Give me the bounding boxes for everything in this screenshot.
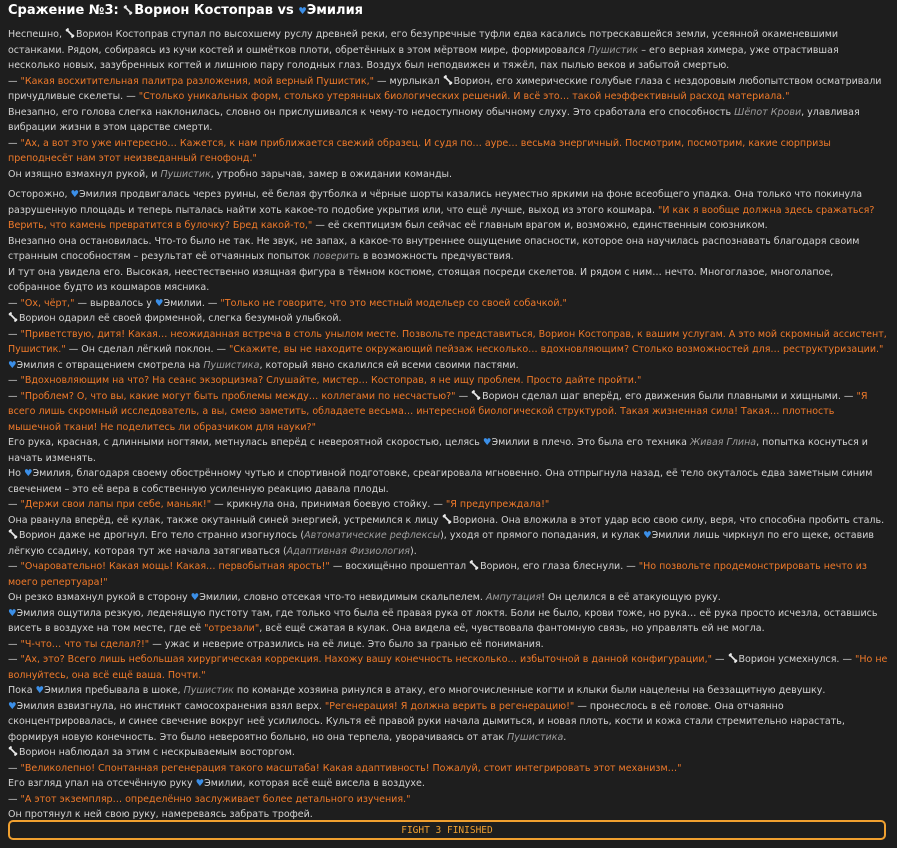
fight-finished-button[interactable] — [8, 820, 886, 840]
narration-text: — крикнула она, принимая боевую стойку. — — [211, 499, 446, 510]
dialogue-quote: "Ах, а вот это уже интересно… Кажется, к нам приближается свежий образец. И судя по… ауре… весьма энергичный. Посмотрим, посмотрим, какие сюрпризы преподнесёт нам этот неизведанный генофонд." — [8, 137, 831, 164]
narration-text: — — [8, 638, 21, 650]
narration-text: ), уходя от прямого попадания, и кулак — [440, 530, 644, 541]
blue-heart-icon: ♥ — [23, 468, 33, 479]
bone-icon — [8, 313, 19, 324]
narration-text: , утробно зарычав, замер в ожидании команды. — [210, 168, 453, 180]
dialogue-quote: "Но не волнуйтесь, она всё ещё ваша. Почти." — [8, 654, 888, 681]
blue-heart-icon: ♥ — [482, 437, 492, 448]
dialogue-quote: "Ч-что… что ты сделал?!" — [20, 638, 150, 650]
narration-text: Неспешно, — [8, 29, 66, 40]
blue-heart-icon: ♥ — [298, 6, 307, 17]
bone-icon — [65, 29, 76, 40]
story-paragraph — [8, 105, 889, 136]
story-paragraph — [8, 265, 889, 296]
dialogue-quote: "Регенерация! Я должна верить в регенерацию!" — [324, 700, 575, 712]
blue-heart-icon: ♥ — [154, 297, 164, 309]
narration-text: Пока — [8, 685, 36, 696]
narration-text: Эмилии, которая всё ещё висела в воздухе. — [204, 778, 425, 789]
story-paragraph — [8, 466, 889, 497]
story-paragraph — [8, 792, 889, 808]
dialogue-quote: "Великолепно! Спонтанная регенерация такого масштаба! Какая адаптивность! Пожалуй, стоит интегрировать этот механизм…" — [20, 762, 682, 774]
narration-text: — восхищённо прошептал — [329, 561, 470, 572]
dialogue-quote: "Какая восхитительная палитра разложения, мой верный Пушистик," — [20, 75, 374, 87]
narration-text: Его рука, красная, с длинными ногтями, метнулась вперёд с невероятной скоростью, целясь — [8, 437, 483, 448]
narration-text: Внезапно, его голова слегка наклонилась, словно он прислушивался к чему-то недоступному обычному слуху. Это сработала его способность — [8, 106, 735, 118]
narration-text: Ворион даже не дрогнул. Его тело странно изогнулось ( — [19, 530, 305, 541]
story-paragraph — [8, 745, 889, 761]
narration-text: Ворион, его химерические голубые глаза с нездоровым любопытством осматривали причудливые скелеты. — — [8, 75, 882, 102]
narration-text: — — [8, 561, 21, 572]
narration-text: — — [711, 654, 728, 665]
narration-text: Эмилии, словно отсекая что-то невидимым скальпелем. — [199, 592, 486, 603]
dialogue-quote: "Но позвольте продемонстрировать нечто из моего репертуара!" — [8, 561, 867, 588]
fighter-1-name: Ворион Костоправ — [134, 3, 273, 18]
dialogue-quote: "Вдохновляющим на что? На сеанс экзорцизма? Слушайте, мистер… Костоправ, я не ищу проблем. Просто дайте пройти." — [20, 375, 642, 386]
bone-icon — [8, 747, 19, 758]
narration-text: , попытка коснуться и начать изменять. — [8, 437, 868, 464]
narration-text: Эмилии лишь чиркнул по его щеке, оставив лёгкую ссадину, которая тут же начала затягиваться ( — [8, 530, 874, 557]
story-paragraph — [8, 27, 889, 74]
narration-text: Эмилия ощутила резкую, леденящую пустоту там, где только что была её правая рука от локтя. Боли не было, крови тоже, но рука… её рука просто исчезла, оставшись висеть в воздухе на том месте, где её — [8, 607, 878, 634]
ability-term: Пушистика — [507, 731, 564, 743]
story-paragraph — [8, 776, 889, 792]
fighter-2-name: Эмилия — [306, 3, 364, 18]
bone-icon — [8, 530, 19, 541]
story-paragraph — [8, 373, 889, 389]
dialogue-quote: "Столько уникальных форм, столько утерянных биологических решений. И всё это… такой неэффективный расход материала." — [138, 91, 790, 102]
narration-text: Внезапно она остановилась. Что-то было не так. Не звук, не запах, а какое-то внутреннее ощущение опасности, которое она научилась распознавать благодаря своим странным способностям – результат её отчаянных попыток — [8, 235, 860, 262]
narration-text: Эмилия с отвращением смотрела на — [16, 359, 204, 371]
narration-text: Он протянул к ней свою руку, намереваясь забрать трофей. — [8, 809, 313, 820]
narration-text: Ворион одарил её своей фирменной, слегка безумной улыбкой. — [19, 313, 342, 324]
story-paragraph — [8, 761, 889, 777]
narration-text: — вырвалось у — [74, 297, 155, 309]
story-paragraph — [8, 652, 889, 683]
narration-text: — — [8, 375, 21, 386]
blue-heart-icon: ♥ — [35, 685, 45, 696]
bone-icon — [442, 515, 453, 526]
narration-text: Его взгляд упал на отсечённую руку — [8, 778, 196, 789]
narration-text: , улавливая вибрации жизни в этом царстве смерти. — [8, 106, 860, 133]
story-paragraph — [8, 683, 889, 699]
story-paragraph — [8, 327, 889, 358]
blue-heart-icon: ♥ — [8, 359, 17, 371]
bone-icon — [123, 3, 134, 18]
blue-heart-icon: ♥ — [643, 530, 652, 541]
dialogue-quote: "Я предупреждала!" — [445, 499, 550, 510]
narration-text: — пронеслось в её голове. Она отчаянно сконцентрировалась, и синее свечение вокруг неё усилилось. Культя её правой руки начала дымиться, и новая плоть, кости и кожа стали стремительно нарастать, формируя новую конечность. Это было невероятно больно, но она терпела, уворачиваясь от атак — [8, 700, 845, 743]
bone-icon — [469, 561, 480, 572]
ability-term: Пушистик — [587, 44, 639, 56]
ability-term: поверить — [313, 251, 360, 262]
narration-text: Эмилия, благодаря своему обострённому чутью и спортивной подготовке, среагировала мгновенно. Она отпрыгнула назад, её тело окуталось едва заметным синим свечением – это её вера в собственную усиленную реакцию давала плоды. — [8, 468, 873, 495]
story-paragraph — [8, 311, 889, 327]
blue-heart-icon: ♥ — [195, 778, 205, 789]
narration-text: ). — [410, 545, 417, 557]
ability-term: Адаптивная Физиология — [286, 545, 411, 557]
dialogue-quote: "отрезали" — [204, 623, 260, 634]
story-paragraph — [8, 167, 889, 183]
story-paragraph — [8, 296, 889, 312]
narration-text: ! Он целился в её атакующую руку. — [541, 592, 721, 603]
narration-text: Осторожно, — [8, 189, 71, 200]
story-paragraph — [8, 590, 889, 606]
narration-text: — ужас и неверие отразились на её лице. Это было за гранью её понимания. — [149, 638, 544, 650]
narration-text: — Он сделал лёгкий поклон. — — [65, 344, 230, 355]
story-text — [8, 27, 889, 823]
story-paragraph — [8, 358, 889, 374]
narration-text: — — [455, 390, 472, 402]
bone-icon — [728, 654, 739, 665]
ability-term: Ампутация — [485, 592, 542, 603]
dialogue-quote: "Ох, чёрт," — [20, 297, 75, 309]
fight-finished-label: FIGHT 3 FINISHED — [401, 824, 493, 836]
fight-number: Сражение №3: — [8, 3, 119, 18]
narration-text: Эмилия пребывала в шоке, — [44, 685, 184, 696]
ability-term: Живая Глина — [689, 437, 757, 448]
narration-text: — — [8, 137, 21, 149]
narration-text: , который явно скалился ей всеми своими пастями. — [259, 359, 519, 371]
narration-text: — её скептицизм был сейчас её главным врагом и, возможно, единственным союзником. — [312, 220, 768, 231]
dialogue-quote: "И как я вообще должна здесь сражаться? Верить, что камень превратится в булочку? Бред какой-то," — [8, 204, 875, 231]
narration-text: — — [8, 390, 21, 402]
narration-text: по команде хозяина ринулся в атаку, его многочисленные когти и клыки были нацелены на беззащитную девушку. — [233, 685, 826, 696]
narration-text: — — [8, 793, 21, 805]
story-paragraph — [8, 187, 889, 234]
dialogue-quote: "Скажите, вы не находите окружающий пейзаж несколько… вдохновляющим? Столько возможностей для… реструктуризации." — [229, 344, 884, 355]
story-paragraph — [8, 699, 889, 746]
ability-term: Автоматические рефлексы — [304, 530, 441, 541]
dialogue-quote: "Только не говорите, что это местный модельер со своей собачкой." — [220, 297, 567, 309]
narration-text: Ворион наблюдал за этим с нескрываемым восторгом. — [19, 747, 295, 758]
narration-text: Ворион сделал шаг вперёд, его движения были плавными и хищными. — — [482, 390, 857, 402]
story-paragraph — [8, 637, 889, 653]
story-paragraph — [8, 559, 889, 590]
ability-term: Пушистика — [203, 359, 260, 371]
blue-heart-icon: ♥ — [70, 189, 80, 200]
narration-text: Эмилия продвигалась через руины, её белая футболка и чёрные шорты казались неуместно яркими на фоне всеобщего упадка. Она только что покинула разрушенную площадь и теперь пыталась найти хоть какое-то подобие укрытия или, что ещё лучше, выход из этого кошмара. — [8, 189, 863, 216]
story-paragraph — [8, 606, 889, 637]
dialogue-quote: "Проблем? О, что вы, какие могут быть проблемы между… коллегами по несчастью?" — [20, 390, 456, 402]
narration-text: . — [563, 731, 567, 743]
narration-text: Он изящно взмахнул рукой, и — [8, 168, 161, 180]
blue-heart-icon: ♥ — [190, 592, 200, 603]
dialogue-quote: "Держи свои лапы при себе, маньяк!" — [20, 499, 212, 510]
narration-text: И тут она увидела его. Высокая, неестественно изящная фигура в тёмном костюме, стоящая посреди скелетов. И рядом с ним… нечто. Многоглазое, многолапое, собранное будто из кошмаров мясника. — [8, 266, 834, 293]
narration-text: Ворион, его глаза блеснули. — — [480, 561, 639, 572]
dialogue-quote: "Ах, это? Всего лишь небольшая хирургическая коррекция. Нахожу вашу конечность несколько… избыточной в данной конфигурации," — [20, 654, 712, 665]
bone-icon — [443, 76, 454, 87]
story-paragraph — [8, 435, 889, 466]
narration-text: – его верная химера, уже отрастившая несколько новых, зазубренных когтей и лишнюю пару голодных глаз. Воздух был неподвижен и тяжёл, пах пылью веков и забытой смертью. — [8, 44, 839, 71]
narration-text: — — [8, 499, 21, 510]
narration-text: Он резко взмахнул рукой в сторону — [8, 592, 191, 603]
narration-text: — — [8, 762, 21, 774]
narration-text: Она рванула вперёд, её кулак, также окутанный синей энергией, устремился к лицу — [8, 514, 442, 526]
narration-text: Эмилии. — — [163, 297, 221, 309]
narration-text: — мурлыкал — [373, 75, 443, 87]
blue-heart-icon: ♥ — [8, 607, 17, 619]
story-paragraph — [8, 136, 889, 167]
narration-text: — — [8, 654, 21, 665]
narration-text: — — [8, 328, 21, 340]
story-paragraph — [8, 234, 889, 265]
dialogue-quote: "Очаровательно! Какая мощь! Какая… первобытная ярость!" — [20, 561, 330, 572]
dialogue-quote: "А этот экземпляр… определённо заслуживает более детального изучения." — [20, 793, 411, 805]
narration-text: в возможность предчувствия. — [359, 251, 514, 262]
ability-term: Пушистик — [183, 685, 234, 696]
dialogue-quote: "Я всего лишь скромный исследователь, а вы, смею заметить, обладаете весьма… интересной биологической структурой. Такая жизненная сила! Такая… плотность мышечной ткани! Не поделитесь ли образчиком для науки?" — [8, 390, 868, 433]
ability-term: Шёпот Крови — [734, 106, 802, 118]
narration-text: Ворион Костоправ ступал по высохшему руслу древней реки, его безупречные туфли едва касались потрескавшейся земли, усеянной окаменевшими останками. Рядом, собираясь из кучи костей и ошмётков плоти, обретённых в этом мёртвом мире, формировался — [8, 29, 839, 56]
narration-text: — — [8, 297, 21, 309]
story-paragraph — [8, 389, 889, 436]
narration-text: Но — [8, 468, 24, 479]
narration-text: , всё ещё сжатая в кулак. Она видела её, чувствовала фантомную связь, но управлять ей не могла. — [259, 623, 765, 634]
story-paragraph — [8, 74, 889, 105]
blue-heart-icon: ♥ — [8, 700, 17, 712]
narration-text: Эмилия взвизгнула, но инстинкт самосохранения взял верх. — [16, 700, 325, 712]
story-paragraph — [8, 497, 889, 513]
narration-text: Эмилии в плечо. Это была его техника — [491, 437, 690, 448]
bone-icon — [471, 391, 482, 402]
ability-term: Пушистик — [160, 168, 211, 180]
story-paragraph — [8, 513, 889, 560]
narration-text: Вориона. Она вложила в этот удар всю свою силу, веря, что способна пробить сталь. — [452, 514, 885, 526]
fight-title — [8, 3, 889, 20]
dialogue-quote: "Приветствую, дитя! Какая… неожиданная встреча в столь унылом месте. Позвольте представиться, Ворион Костоправ, к вашим услугам. А это мой скромный ассистент, Пушистик." — [8, 328, 887, 355]
narration-text: Ворион усмехнулся. — — [738, 654, 855, 665]
versus-label: vs — [277, 3, 294, 18]
narration-text: — — [8, 75, 21, 87]
